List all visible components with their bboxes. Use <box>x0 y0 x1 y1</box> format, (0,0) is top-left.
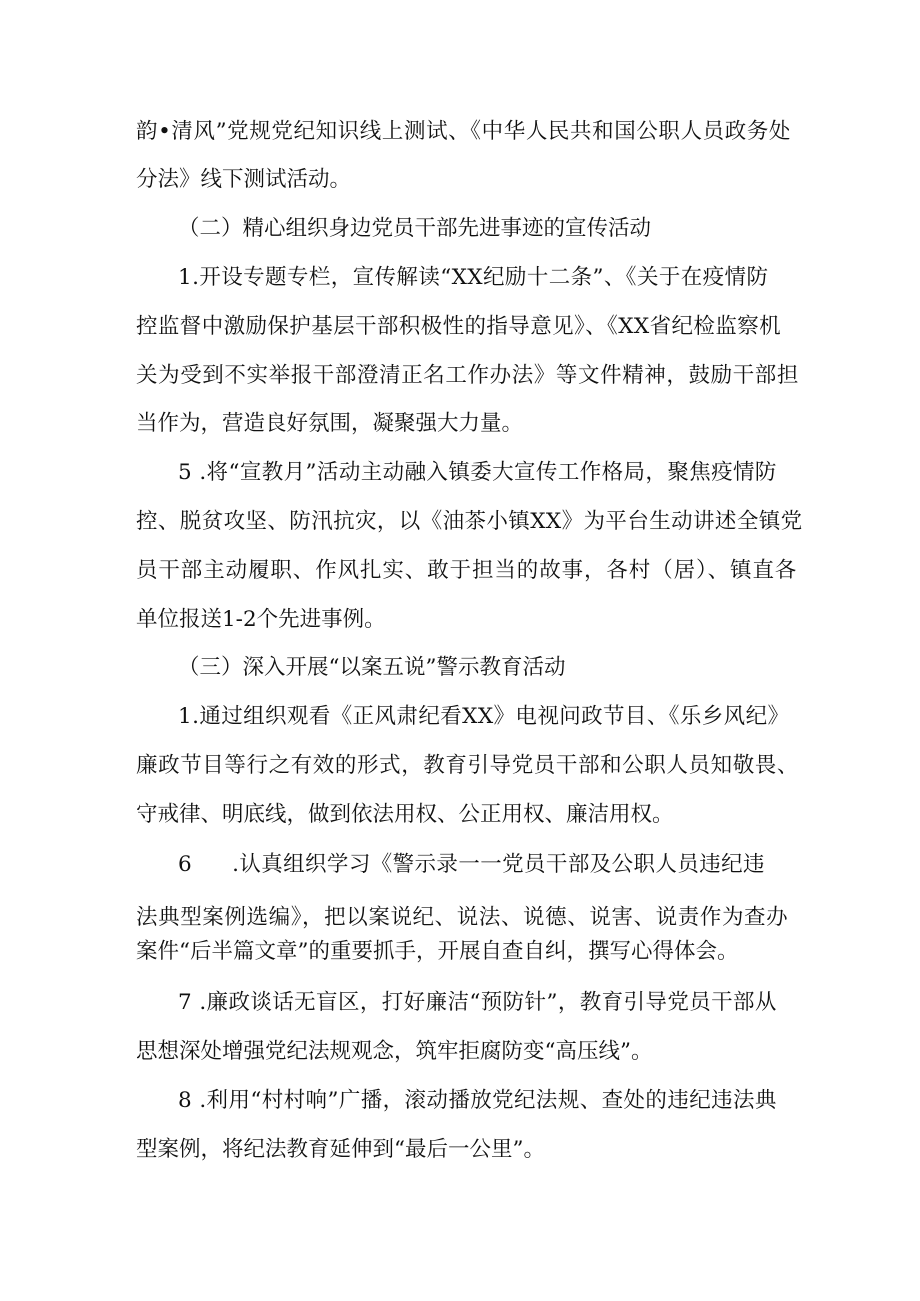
paragraph-line: 控监督中激励保护基层干部积极性的指导意见》、《XX省纪检监察机 <box>136 314 782 339</box>
paragraph-line: 关为受到不实举报干部澄清正名工作办法》等文件精神，鼓励干部担 <box>136 363 800 388</box>
paragraph-line: 1.通过组织观看《正风肃纪看XX》电视问政节目、《乐乡风纪》 <box>178 704 790 729</box>
section-heading: （二）精心组织身边党员干部先进事迹的宣传活动 <box>178 216 652 241</box>
section-heading: （三）深入开展“以案五说”警示教育活动 <box>178 655 566 680</box>
paragraph-line: 员干部主动履职、作风扎实、敢于担当的故事，各村（居）、镇直各 <box>136 558 798 583</box>
paragraph-line: 分法》线下测试活动。 <box>136 167 352 192</box>
paragraph-line: 法典型案例选编》，把以案说纪、说法、说德、说害、说责作为查办 <box>136 905 789 930</box>
paragraph-line: 1.开设专题专栏，宣传解读“XX纪励十二条”、《关于在疫情防 <box>178 265 769 290</box>
paragraph-line: 当作为，营造良好氛围，凝聚强大力量。 <box>136 411 524 436</box>
paragraph-line: 案件“后半篇文章”的重要抓手，开展自查自纠，撰写心得体会。 <box>136 939 739 964</box>
paragraph-line: 韵•清风”党规党纪知识线上测试、《中华人民共和国公职人员政务处 <box>136 119 792 144</box>
paragraph-line: 7 .廉政谈话无盲区，打好廉洁“预防针”，教育引导党员干部从 <box>178 990 777 1015</box>
paragraph-line: 8 .利用“村村响”广播，滚动播放党纪法规、查处的违纪违法典 <box>178 1088 777 1113</box>
item-text: .认真组织学习《警示录一一党员干部及公职人员违纪违 <box>232 852 765 877</box>
paragraph-line <box>178 849 765 881</box>
paragraph-line: 廉政节目等行之有效的形式，教育引导党员干部和公职人员知敬畏、 <box>136 753 800 778</box>
paragraph-line: 控、脱贫攻坚、防汛抗灾，以《油茶小镇XX》为平台生动讲述全镇党 <box>136 509 803 534</box>
paragraph-line: 5 .将“宣教月”活动主动融入镇委大宣传工作格局，聚焦疫情防 <box>178 460 777 485</box>
paragraph-line: 型案例，将纪法教育延伸到“最后一公里”。 <box>136 1137 545 1162</box>
item-number: 6 <box>178 852 193 877</box>
paragraph-line: 思想深处增强党纪法规观念，筑牢拒腐防变“高压线”。 <box>136 1039 653 1064</box>
paragraph-line: 单位报送1-2个先进事例。 <box>136 607 386 632</box>
paragraph-line: 守戒律、明底线，做到依法用权、公正用权、廉洁用权。 <box>136 802 674 827</box>
